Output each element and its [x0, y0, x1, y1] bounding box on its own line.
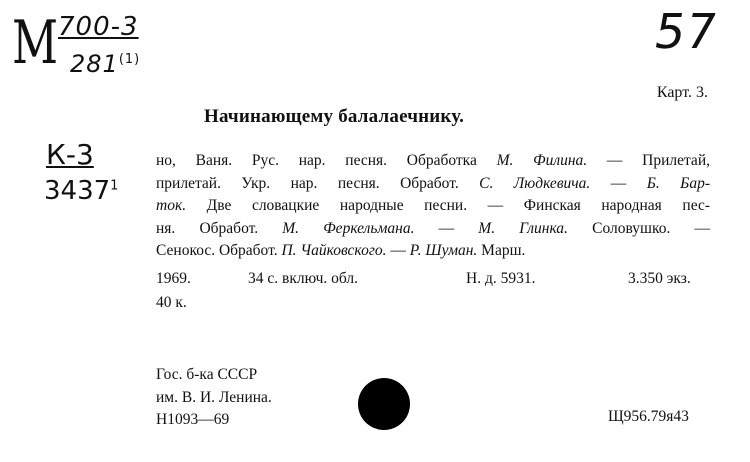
author-name: М. Филина.: [496, 152, 588, 169]
card-title: Начинающему балалаечнику.: [204, 106, 465, 127]
author-name: П. Чайковского.: [281, 242, 387, 259]
author-name: М. Глинка.: [478, 219, 568, 237]
description-text: ня. Обработ.: [156, 219, 283, 237]
description-text: — Прилетай,: [587, 152, 710, 169]
description-line: [156, 150, 710, 173]
contents-description: [156, 150, 710, 263]
shelf-mark-sub: [70, 50, 140, 78]
author-name: Р. Шуман.: [409, 242, 478, 259]
shelf-mark-letter: М: [12, 8, 59, 78]
inventory-code-top: К-3: [46, 138, 94, 171]
shelf-mark-sup: (1): [118, 52, 141, 67]
publication-year: 1969.: [156, 270, 191, 287]
shelf-mark-number: 700-3: [58, 12, 139, 42]
description-text: Две словацкие народные песни. — Финская народная пес-: [186, 197, 710, 214]
author-name: Б. Бар-: [646, 174, 710, 192]
price: 40 к.: [156, 294, 187, 311]
page-number: 57: [650, 4, 722, 60]
description-text: —: [414, 219, 479, 237]
description-text: —: [590, 174, 647, 192]
page-count: 34 с. включ. обл.: [248, 270, 358, 287]
card-number: Карт. 3.: [656, 84, 708, 101]
library-card-code: Н1093—69: [156, 411, 230, 428]
catalog-number: Н. д. 5931.: [466, 270, 536, 287]
print-run: 3.350 экз.: [628, 270, 691, 287]
description-line: [156, 173, 710, 196]
shelf-mark-sub-number: 281: [70, 50, 119, 78]
author-name: С. Людкевича.: [479, 174, 591, 192]
description-text: Соловушко. —: [567, 219, 710, 237]
author-name: М. Феркельмана.: [282, 219, 415, 237]
description-line: [156, 240, 710, 263]
description-text: прилетай. Укр. нар. песня. Обработ.: [156, 174, 480, 192]
library-dedication: им. В. И. Ленина.: [156, 388, 272, 406]
author-name: ток.: [156, 197, 187, 214]
classification-code: Щ956.79я43: [608, 408, 689, 425]
inventory-sup: 1: [110, 178, 119, 194]
library-name: Гос. б-ка СССР: [156, 366, 258, 383]
description-text: Марш.: [477, 242, 526, 259]
inventory-code-bottom: [44, 176, 118, 206]
description-text: но, Ваня. Рус. нар. песня. Обработка: [156, 152, 497, 169]
description-text: —: [386, 242, 410, 259]
description-line: [156, 195, 710, 218]
card-punch-hole: [358, 378, 410, 430]
library-stamp: [156, 364, 272, 432]
description-text: Сенокос. Обработ.: [156, 242, 282, 259]
description-line: [156, 218, 710, 241]
inventory-number: 3437: [44, 176, 111, 206]
